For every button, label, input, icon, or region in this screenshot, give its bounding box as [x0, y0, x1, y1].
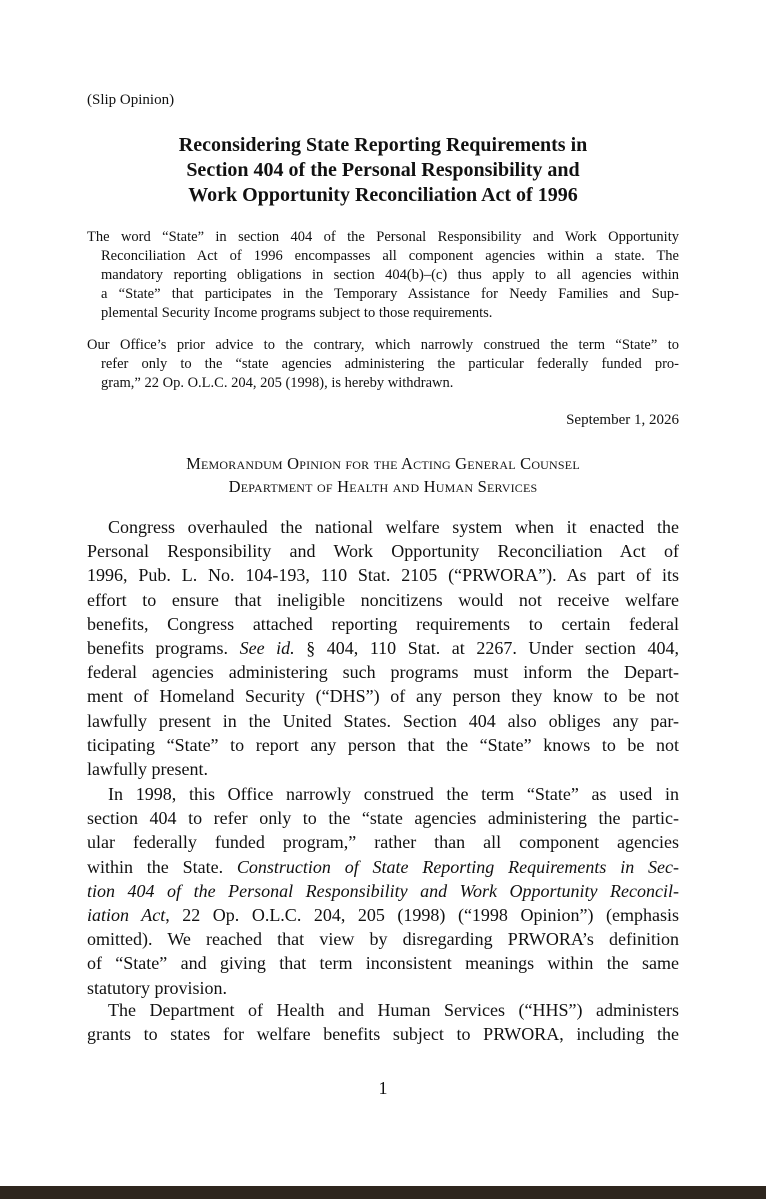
- body-line: In 1998, this Office narrowly construed the term “State” as used in: [108, 784, 679, 804]
- body-line: grants to states for welfare benefits subject to PRWORA, including the: [87, 1024, 679, 1045]
- body-line: [87, 636, 679, 660]
- body-line: section 404 to refer only to the “state agencies administering the partic-: [87, 808, 679, 829]
- memo-line: Memorandum Opinion for the Acting General Counsel: [186, 454, 580, 473]
- body-line: federal agencies administering such programs must inform the Depart-: [87, 662, 679, 683]
- body-line-segment: within the State.: [87, 856, 237, 877]
- body-line: benefits, Congress attached reporting requirements to certain federal: [87, 613, 679, 634]
- document-page: [87, 0, 679, 1186]
- case-citation-title: iation Act: [87, 905, 166, 926]
- title-line: Work Opportunity Reconciliation Act of 1996: [188, 184, 578, 206]
- body-line: 1996, Pub. L. No. 104-193, 110 Stat. 2105 (“PRWORA”). As part of its: [87, 565, 679, 586]
- slip-opinion-label: (Slip Opinion): [87, 92, 175, 108]
- body-line-segment: , 22 Op. O.L.C. 204, 205 (1998) (“1998 Opinion”) (emphasis: [165, 905, 679, 926]
- summary-line: Our Office’s prior advice to the contrary, which narrowly construed the term “State” to: [87, 337, 679, 353]
- screen-bottom-bar: [0, 1186, 766, 1199]
- body-line: lawfully present in the United States. Section 404 also obliges any par-: [87, 710, 679, 731]
- title-line: Section 404 of the Personal Responsibility and: [186, 159, 580, 181]
- body-line: omitted). We reached that view by disregarding PRWORA’s definition: [87, 929, 679, 950]
- body-line-segment: § 404, 110 Stat. at 2267. Under section 404,: [294, 638, 679, 659]
- body-paragraph-2: [87, 782, 679, 1000]
- body-line: ticipating “State” to report any person that the “State” knows to be not: [87, 734, 679, 755]
- body-paragraph-1: [87, 515, 679, 781]
- body-line-segment: benefits programs.: [87, 638, 240, 659]
- body-line: lawfully present.: [87, 759, 208, 780]
- summary-line: The word “State” in section 404 of the Personal Responsibility and Work Opportunity: [87, 229, 679, 245]
- body-line: [87, 855, 679, 879]
- body-line: Congress overhauled the national welfare system when it enacted the: [108, 517, 679, 537]
- summary-line: Reconciliation Act of 1996 encompasses all component agencies within a state. The: [101, 248, 679, 264]
- citation-signal: See id.: [239, 638, 295, 659]
- headnote-summary-1: [87, 228, 679, 323]
- case-citation-title: Construction of State Reporting Requirements in Sec-: [236, 856, 679, 877]
- page-number: 1: [378, 1078, 388, 1098]
- memorandum-heading: [87, 452, 679, 498]
- body-line: Personal Responsibility and Work Opportunity Reconciliation Act of: [87, 541, 679, 562]
- body-line: statutory provision.: [87, 977, 227, 998]
- body-line: The Department of Health and Human Services (“HHS”) administers: [108, 1000, 679, 1020]
- summary-line: refer only to the “state agencies administering the particular federally funded pro-: [101, 356, 679, 372]
- body-line: effort to ensure that ineligible noncitizens would not receive welfare: [87, 589, 679, 610]
- summary-line: a “State” that participates in the Temporary Assistance for Needy Families and Sup-: [101, 286, 679, 302]
- summary-line: mandatory reporting obligations in section 404(b)–(c) thus apply to all agencies within: [101, 267, 679, 283]
- memo-line: Department of Health and Human Services: [228, 477, 538, 496]
- body-line: ular federally funded program,” rather than all component agencies: [87, 832, 679, 853]
- body-line: [87, 879, 679, 903]
- body-paragraph-3: [87, 998, 679, 1046]
- title-line: Reconsidering State Reporting Requirements in: [178, 134, 588, 156]
- opinion-date: September 1, 2026: [566, 412, 679, 428]
- body-line: [87, 903, 679, 927]
- body-line: ment of Homeland Security (“DHS”) of any person they know to be not: [87, 686, 679, 707]
- body-line: of “State” and giving that term inconsistent meanings within the same: [87, 953, 679, 974]
- summary-line: plemental Security Income programs subject to those requirements.: [101, 305, 493, 321]
- case-citation-title: tion 404 of the Personal Responsibility and Work Opportunity Reconcil-: [87, 880, 679, 901]
- summary-line: gram,” 22 Op. O.L.C. 204, 205 (1998), is hereby withdrawn.: [101, 375, 454, 391]
- opinion-title: [87, 133, 679, 208]
- headnote-summary-2: [87, 336, 679, 393]
